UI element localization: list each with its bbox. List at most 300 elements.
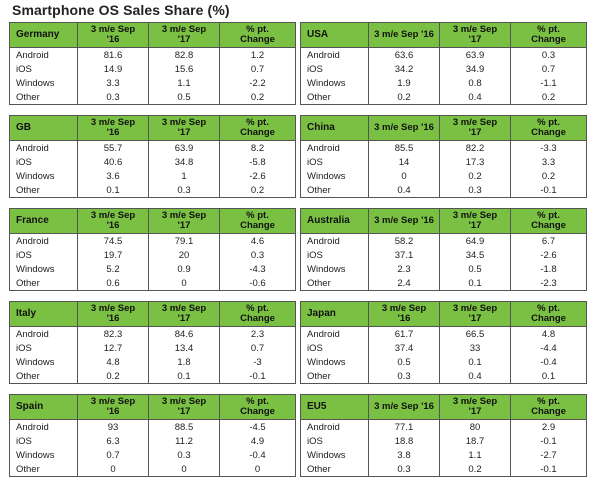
change-value: 0.3 (511, 48, 587, 63)
column-header-line: 3 m/e Sep (452, 396, 498, 407)
os-label: iOS (10, 434, 78, 448)
share-2017: 0.3 (440, 183, 511, 198)
os-label: iOS (10, 62, 78, 76)
os-label: Windows (301, 448, 369, 462)
table-row (301, 155, 587, 169)
change-value: -4.4 (511, 341, 587, 355)
os-label: iOS (10, 248, 78, 262)
column-header-line: '17 (468, 220, 482, 231)
share-2017: 1.1 (149, 76, 220, 90)
share-2017: 0.2 (440, 169, 511, 183)
table-row (10, 355, 296, 369)
region-table (9, 115, 296, 198)
region-table (9, 22, 296, 105)
column-header-line: '17 (177, 313, 191, 324)
share-2016: 63.6 (369, 48, 440, 63)
column-header-line: Change (240, 220, 275, 231)
table-row (301, 48, 587, 63)
share-2017: 33 (440, 341, 511, 355)
share-2017: 1.8 (149, 355, 220, 369)
change-value: -0.1 (220, 369, 296, 384)
change-value: -2.3 (511, 276, 587, 291)
region-name: France (10, 209, 78, 234)
table-header-row (10, 116, 296, 141)
os-label: iOS (10, 155, 78, 169)
share-2016: 77.1 (369, 420, 440, 435)
share-2017: 18.7 (440, 434, 511, 448)
os-label: Other (301, 276, 369, 291)
share-2016: 0.2 (78, 369, 149, 384)
change-value: -3.3 (511, 141, 587, 156)
column-header-line: Change (531, 220, 566, 231)
os-label: iOS (301, 248, 369, 262)
table-row (301, 76, 587, 90)
region-table (300, 208, 587, 291)
change-value: 0.3 (220, 248, 296, 262)
share-2017: 82.2 (440, 141, 511, 156)
column-header-line: 3 m/e Sep (452, 210, 498, 221)
table-row (301, 276, 587, 291)
table-row (10, 434, 296, 448)
os-label: Android (10, 234, 78, 249)
share-2017: 0.3 (149, 183, 220, 198)
change-value: 1.2 (220, 48, 296, 63)
change-value: -5.8 (220, 155, 296, 169)
os-label: Other (301, 369, 369, 384)
os-label: Other (10, 90, 78, 105)
region-table (9, 208, 296, 291)
table-row (10, 369, 296, 384)
os-label: Windows (301, 169, 369, 183)
change-value: 0.2 (511, 169, 587, 183)
os-label: Windows (10, 355, 78, 369)
share-2017: 82.8 (149, 48, 220, 63)
share-2017: 0.1 (440, 355, 511, 369)
region-name: GB (10, 116, 78, 141)
region-table (300, 394, 587, 477)
column-header-line: % pt. (246, 396, 269, 407)
column-header-line: '17 (468, 313, 482, 324)
share-2017: 0 (149, 276, 220, 291)
change-value: 0.7 (511, 62, 587, 76)
change-value: 0.2 (220, 183, 296, 198)
share-2017: 0.4 (440, 369, 511, 384)
column-header (220, 116, 296, 141)
os-label: Other (301, 183, 369, 198)
column-header-line: '16 (106, 406, 120, 417)
share-2017: 1.1 (440, 448, 511, 462)
change-value: -0.1 (511, 434, 587, 448)
os-label: Windows (301, 262, 369, 276)
column-header-line: Change (240, 406, 275, 417)
share-2016: 37.1 (369, 248, 440, 262)
share-2017: 20 (149, 248, 220, 262)
share-2016: 93 (78, 420, 149, 435)
column-header (149, 209, 220, 234)
table-row (10, 448, 296, 462)
page-title: Smartphone OS Sales Share (%) (12, 2, 230, 18)
region-name: USA (301, 23, 369, 48)
column-header (220, 23, 296, 48)
column-header-line: '17 (177, 220, 191, 231)
column-header-line: '16 (106, 34, 120, 45)
os-label: iOS (301, 62, 369, 76)
share-2017: 84.6 (149, 327, 220, 342)
column-header-line: Change (531, 127, 566, 138)
region-table (9, 394, 296, 477)
table-row (10, 169, 296, 183)
share-2017: 88.5 (149, 420, 220, 435)
column-header (511, 23, 587, 48)
column-header-line: 3 m/e Sep (90, 117, 136, 128)
column-header (369, 302, 440, 327)
change-value: -0.4 (511, 355, 587, 369)
change-value: 8.2 (220, 141, 296, 156)
table-row (10, 462, 296, 477)
column-header (78, 302, 149, 327)
change-value: 0.7 (220, 62, 296, 76)
os-label: Windows (10, 76, 78, 90)
table-row (301, 169, 587, 183)
os-label: Android (10, 48, 78, 63)
column-header (440, 302, 511, 327)
column-header-line: 3 m/e Sep '16 (374, 401, 434, 412)
column-header (149, 23, 220, 48)
share-2016: 4.8 (78, 355, 149, 369)
share-2016: 0.3 (369, 462, 440, 477)
share-2016: 18.8 (369, 434, 440, 448)
share-2016: 14 (369, 155, 440, 169)
table-header-row (10, 23, 296, 48)
table-row (301, 369, 587, 384)
os-label: iOS (301, 434, 369, 448)
share-2017: 0.5 (149, 90, 220, 105)
change-value: -2.7 (511, 448, 587, 462)
column-header-line: 3 m/e Sep (161, 303, 207, 314)
os-label: iOS (301, 155, 369, 169)
change-value: -0.4 (220, 448, 296, 462)
region-name: Germany (10, 23, 78, 48)
share-2017: 66.5 (440, 327, 511, 342)
os-label: Android (301, 48, 369, 63)
region-table (300, 115, 587, 198)
table-header-row (301, 116, 587, 141)
share-2016: 14.9 (78, 62, 149, 76)
column-header-line: Change (531, 406, 566, 417)
share-2016: 2.3 (369, 262, 440, 276)
column-header (369, 395, 440, 420)
share-2016: 0.1 (78, 183, 149, 198)
table-row (301, 90, 587, 105)
column-header-line: 3 m/e Sep '16 (374, 29, 434, 40)
share-2016: 3.3 (78, 76, 149, 90)
share-2016: 3.8 (369, 448, 440, 462)
share-2017: 13.4 (149, 341, 220, 355)
share-2016: 3.6 (78, 169, 149, 183)
table-row (10, 327, 296, 342)
column-header (149, 302, 220, 327)
share-2016: 1.9 (369, 76, 440, 90)
share-2017: 34.5 (440, 248, 511, 262)
change-value: -2.2 (220, 76, 296, 90)
change-value: -1.1 (511, 76, 587, 90)
share-2017: 34.8 (149, 155, 220, 169)
share-2017: 64.9 (440, 234, 511, 249)
column-header-line: 3 m/e Sep (161, 210, 207, 221)
table-row (301, 62, 587, 76)
column-header-line: % pt. (537, 210, 560, 221)
table-header-row (10, 209, 296, 234)
change-value: 4.6 (220, 234, 296, 249)
table-row (301, 248, 587, 262)
column-header-line: % pt. (537, 303, 560, 314)
column-header-line: '17 (177, 34, 191, 45)
column-header (369, 23, 440, 48)
column-header-line: % pt. (246, 303, 269, 314)
change-value: 3.3 (511, 155, 587, 169)
os-label: Android (10, 141, 78, 156)
share-2016: 55.7 (78, 141, 149, 156)
os-label: Other (10, 462, 78, 477)
share-2017: 63.9 (440, 48, 511, 63)
os-label: Windows (10, 262, 78, 276)
column-header (220, 302, 296, 327)
table-row (301, 355, 587, 369)
region-name: Japan (301, 302, 369, 327)
table-row (10, 248, 296, 262)
os-label: Windows (301, 355, 369, 369)
column-header (369, 116, 440, 141)
column-header (369, 209, 440, 234)
column-header-line: 3 m/e Sep (90, 303, 136, 314)
os-label: Windows (301, 76, 369, 90)
change-value: -3 (220, 355, 296, 369)
share-2016: 6.3 (78, 434, 149, 448)
column-header-line: 3 m/e Sep '16 (374, 215, 434, 226)
column-header-line: % pt. (246, 210, 269, 221)
change-value: 6.7 (511, 234, 587, 249)
table-header-row (10, 395, 296, 420)
table-row (301, 462, 587, 477)
change-value: 4.8 (511, 327, 587, 342)
share-2017: 0.3 (149, 448, 220, 462)
share-2016: 2.4 (369, 276, 440, 291)
column-header-line: % pt. (246, 24, 269, 35)
share-2016: 0.2 (369, 90, 440, 105)
share-2016: 0.3 (369, 369, 440, 384)
table-row (10, 155, 296, 169)
column-header (511, 395, 587, 420)
change-value: -0.1 (511, 462, 587, 477)
share-2017: 0.1 (149, 369, 220, 384)
table-row (10, 262, 296, 276)
column-header-line: '16 (106, 220, 120, 231)
table-row (10, 234, 296, 249)
column-header-line: Change (240, 313, 275, 324)
share-2017: 34.9 (440, 62, 511, 76)
table-header-row (301, 395, 587, 420)
share-2016: 12.7 (78, 341, 149, 355)
share-2017: 0.1 (440, 276, 511, 291)
os-label: Windows (10, 169, 78, 183)
column-header-line: 3 m/e Sep (452, 303, 498, 314)
table-row (301, 262, 587, 276)
change-value: 2.9 (511, 420, 587, 435)
os-label: Android (10, 420, 78, 435)
column-header-line: 3 m/e Sep (90, 24, 136, 35)
change-value: -4.3 (220, 262, 296, 276)
column-header-line: '17 (468, 406, 482, 417)
column-header (78, 209, 149, 234)
os-label: Android (301, 420, 369, 435)
table-row (10, 48, 296, 63)
share-2016: 0 (78, 462, 149, 477)
column-header-line: '17 (468, 127, 482, 138)
region-name: Spain (10, 395, 78, 420)
os-label: Windows (10, 448, 78, 462)
share-2016: 5.2 (78, 262, 149, 276)
change-value: -4.5 (220, 420, 296, 435)
share-2016: 34.2 (369, 62, 440, 76)
share-2017: 1 (149, 169, 220, 183)
table-row (10, 420, 296, 435)
share-2016: 40.6 (78, 155, 149, 169)
change-value: 0 (220, 462, 296, 477)
column-header-line: 3 m/e Sep (90, 210, 136, 221)
os-label: Android (301, 141, 369, 156)
os-label: Android (10, 327, 78, 342)
os-label: Android (301, 234, 369, 249)
share-2016: 0.5 (369, 355, 440, 369)
share-2017: 15.6 (149, 62, 220, 76)
table-row (10, 62, 296, 76)
share-2017: 63.9 (149, 141, 220, 156)
os-label: Android (301, 327, 369, 342)
column-header-line: 3 m/e Sep (452, 117, 498, 128)
table-row (301, 448, 587, 462)
column-header-line: '17 (177, 406, 191, 417)
column-header-line: Change (240, 127, 275, 138)
share-2017: 0 (149, 462, 220, 477)
column-header (149, 116, 220, 141)
table-row (301, 141, 587, 156)
tables-grid (9, 22, 589, 488)
column-header-line: '16 (106, 313, 120, 324)
region-name: Italy (10, 302, 78, 327)
column-header-line: 3 m/e Sep (381, 303, 427, 314)
share-2017: 0.4 (440, 90, 511, 105)
os-label: iOS (301, 341, 369, 355)
region-name: EU5 (301, 395, 369, 420)
column-header-line: '16 (106, 127, 120, 138)
share-2016: 81.6 (78, 48, 149, 63)
change-value: -1.8 (511, 262, 587, 276)
table-row (10, 183, 296, 198)
column-header-line: 3 m/e Sep (161, 396, 207, 407)
table-row (10, 276, 296, 291)
share-2016: 0 (369, 169, 440, 183)
share-2016: 58.2 (369, 234, 440, 249)
column-header (149, 395, 220, 420)
os-label: iOS (10, 341, 78, 355)
share-2016: 85.5 (369, 141, 440, 156)
column-header-line: Change (240, 34, 275, 45)
table-header-row (301, 209, 587, 234)
share-2016: 19.7 (78, 248, 149, 262)
os-label: Other (10, 183, 78, 198)
column-header-line: Change (531, 313, 566, 324)
share-2017: 80 (440, 420, 511, 435)
change-value: 2.3 (220, 327, 296, 342)
table-header-row (10, 302, 296, 327)
column-header-line: % pt. (537, 24, 560, 35)
share-2017: 0.8 (440, 76, 511, 90)
column-header (78, 23, 149, 48)
change-value: -0.6 (220, 276, 296, 291)
share-2017: 11.2 (149, 434, 220, 448)
region-name: China (301, 116, 369, 141)
share-2016: 0.6 (78, 276, 149, 291)
change-value: 4.9 (220, 434, 296, 448)
column-header-line: '16 (397, 313, 411, 324)
column-header (511, 209, 587, 234)
column-header-line: 3 m/e Sep (161, 24, 207, 35)
table-row (301, 341, 587, 355)
change-value: 0.1 (511, 369, 587, 384)
change-value: 0.7 (220, 341, 296, 355)
column-header-line: 3 m/e Sep '16 (374, 122, 434, 133)
share-2017: 0.9 (149, 262, 220, 276)
share-2016: 74.5 (78, 234, 149, 249)
os-label: Other (10, 276, 78, 291)
region-table (300, 22, 587, 105)
region-name: Australia (301, 209, 369, 234)
column-header (440, 395, 511, 420)
column-header-line: 3 m/e Sep (452, 24, 498, 35)
column-header (511, 302, 587, 327)
share-2016: 61.7 (369, 327, 440, 342)
change-value: -2.6 (511, 248, 587, 262)
os-label: Other (301, 90, 369, 105)
table-row (301, 183, 587, 198)
column-header-line: Change (531, 34, 566, 45)
table-row (301, 420, 587, 435)
column-header (220, 209, 296, 234)
share-2017: 0.5 (440, 262, 511, 276)
share-2017: 17.3 (440, 155, 511, 169)
column-header-line: % pt. (537, 396, 560, 407)
column-header-line: % pt. (246, 117, 269, 128)
share-2016: 37.4 (369, 341, 440, 355)
change-value: -2.6 (220, 169, 296, 183)
share-2016: 0.3 (78, 90, 149, 105)
change-value: 0.2 (511, 90, 587, 105)
column-header (511, 116, 587, 141)
column-header (78, 395, 149, 420)
region-table (9, 301, 296, 384)
table-row (10, 76, 296, 90)
change-value: 0.2 (220, 90, 296, 105)
table-row (301, 234, 587, 249)
table-header-row (301, 23, 587, 48)
table-row (10, 90, 296, 105)
column-header (440, 116, 511, 141)
column-header (440, 23, 511, 48)
os-label: Other (10, 369, 78, 384)
column-header (440, 209, 511, 234)
share-2017: 79.1 (149, 234, 220, 249)
column-header (220, 395, 296, 420)
